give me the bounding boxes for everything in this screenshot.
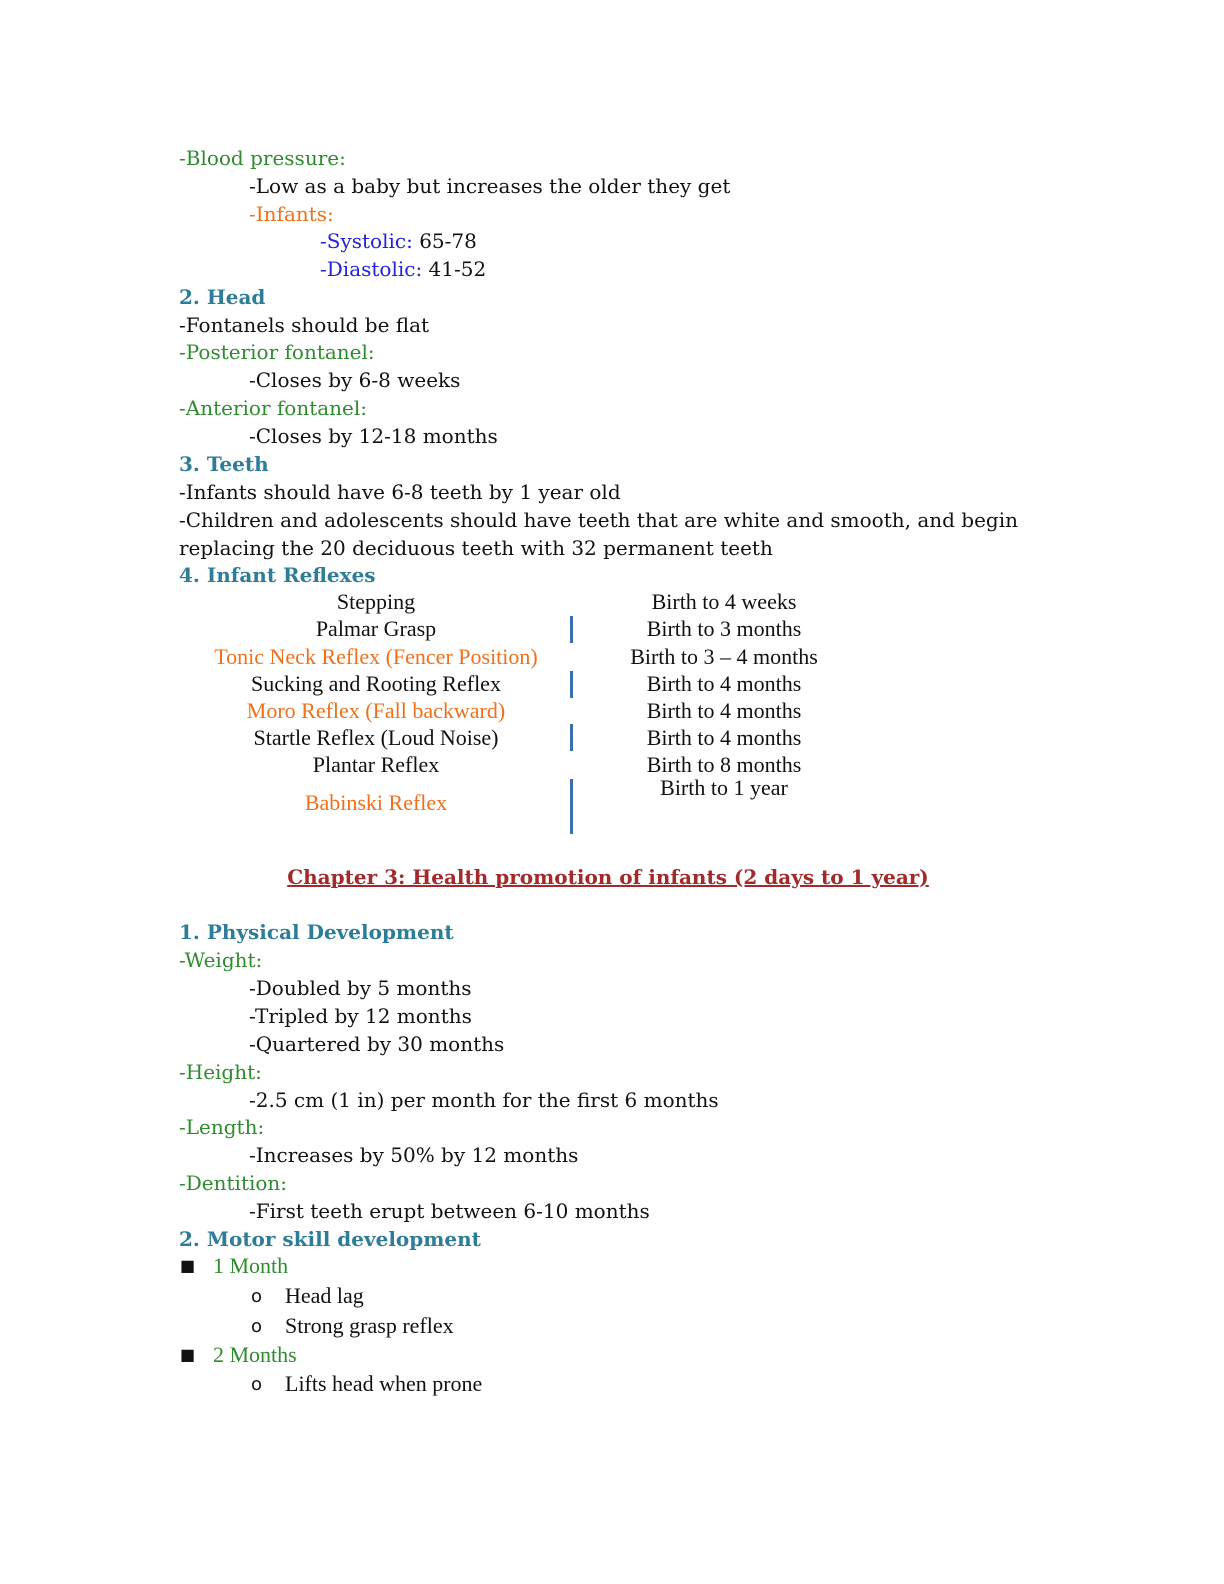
reflex-age: Birth to 4 weeks bbox=[651, 589, 797, 614]
length-label: -Length: bbox=[179, 1115, 265, 1139]
motor-head-lag: Head lag bbox=[285, 1283, 364, 1308]
motor-lifts-head: Lifts head when prone bbox=[285, 1371, 483, 1396]
dentition-value: -First teeth erupt between 6-10 months bbox=[249, 1199, 650, 1223]
teeth-infants-text: -Infants should have 6-8 teeth by 1 year old bbox=[179, 480, 621, 504]
reflex-name: Moro Reflex (Fall backward) bbox=[246, 698, 506, 723]
table-divider bbox=[570, 724, 573, 751]
teeth-children-text-2: replacing the 20 deciduous teeth with 32 permanent teeth bbox=[179, 536, 773, 560]
head-heading: 2. Head bbox=[179, 285, 266, 309]
length-value: -Increases by 50% by 12 months bbox=[249, 1143, 579, 1167]
motor-grasp-reflex: Strong grasp reflex bbox=[285, 1313, 454, 1338]
dentition-label: -Dentition: bbox=[179, 1171, 288, 1195]
table-divider bbox=[570, 671, 573, 698]
chapter-title: Chapter 3: Health promotion of infants (2 days to 1 year) bbox=[287, 865, 929, 889]
circle-bullet-icon: o bbox=[251, 1316, 263, 1337]
reflex-age: Birth to 4 months bbox=[646, 698, 802, 723]
reflex-name: Palmar Grasp bbox=[315, 616, 437, 641]
reflex-name: Sucking and Rooting Reflex bbox=[251, 671, 501, 696]
systolic-label: -Systolic: bbox=[320, 229, 413, 253]
reflex-age: Birth to 4 months bbox=[646, 725, 802, 750]
diastolic-label: -Diastolic: bbox=[320, 257, 423, 281]
reflex-age: Birth to 3 – 4 months bbox=[630, 644, 818, 669]
table-divider bbox=[570, 779, 573, 834]
table-divider bbox=[570, 616, 573, 643]
reflex-name: Babinski Reflex bbox=[304, 790, 448, 815]
fontanels-flat-text: -Fontanels should be flat bbox=[179, 313, 430, 337]
weight-tripled: -Tripled by 12 months bbox=[249, 1004, 472, 1028]
reflex-age: Birth to 8 months bbox=[646, 752, 802, 777]
reflex-age: Birth to 4 months bbox=[646, 671, 802, 696]
bp-heading: -Blood pressure: bbox=[179, 146, 346, 170]
systolic-value: 65-78 bbox=[412, 229, 477, 253]
anterior-fontanel-label: -Anterior fontanel: bbox=[179, 396, 368, 420]
reflex-name: Tonic Neck Reflex (Fencer Position) bbox=[214, 644, 538, 669]
bp-systolic-line bbox=[320, 227, 477, 255]
posterior-fontanel-label: -Posterior fontanel: bbox=[179, 340, 375, 364]
height-value: -2.5 cm (1 in) per month for the first 6 months bbox=[249, 1088, 719, 1112]
reflex-name: Plantar Reflex bbox=[312, 752, 440, 777]
circle-bullet-icon: o bbox=[251, 1374, 263, 1395]
weight-quartered: -Quartered by 30 months bbox=[249, 1032, 505, 1056]
reflex-age: Birth to 3 months bbox=[646, 616, 802, 641]
reflex-age: Birth to 1 year bbox=[660, 775, 788, 800]
motor-1-month: 1 Month bbox=[213, 1253, 289, 1278]
reflex-name: Startle Reflex (Loud Noise) bbox=[253, 725, 499, 750]
weight-label: -Weight: bbox=[179, 948, 263, 972]
bp-infants-label: -Infants: bbox=[249, 202, 334, 226]
weight-doubled: -Doubled by 5 months bbox=[249, 976, 472, 1000]
square-bullet-icon: ■ bbox=[180, 1345, 196, 1364]
bp-low-text: -Low as a baby but increases the older they get bbox=[249, 174, 731, 198]
square-bullet-icon: ■ bbox=[180, 1256, 196, 1275]
motor-2-months: 2 Months bbox=[213, 1342, 297, 1367]
bp-diastolic-line bbox=[320, 255, 486, 283]
reflexes-heading: 4. Infant Reflexes bbox=[179, 563, 376, 587]
motor-heading: 2. Motor skill development bbox=[179, 1227, 481, 1251]
anterior-close-text: -Closes by 12-18 months bbox=[249, 424, 498, 448]
circle-bullet-icon: o bbox=[251, 1286, 263, 1307]
height-label: -Height: bbox=[179, 1060, 262, 1084]
reflex-name: Stepping bbox=[336, 589, 416, 614]
teeth-children-text-1: -Children and adolescents should have teeth that are white and smooth, and begin bbox=[179, 508, 1019, 532]
physical-heading: 1. Physical Development bbox=[179, 920, 454, 944]
posterior-close-text: -Closes by 6-8 weeks bbox=[249, 368, 461, 392]
teeth-heading: 3. Teeth bbox=[179, 452, 269, 476]
diastolic-value: 41-52 bbox=[422, 257, 487, 281]
